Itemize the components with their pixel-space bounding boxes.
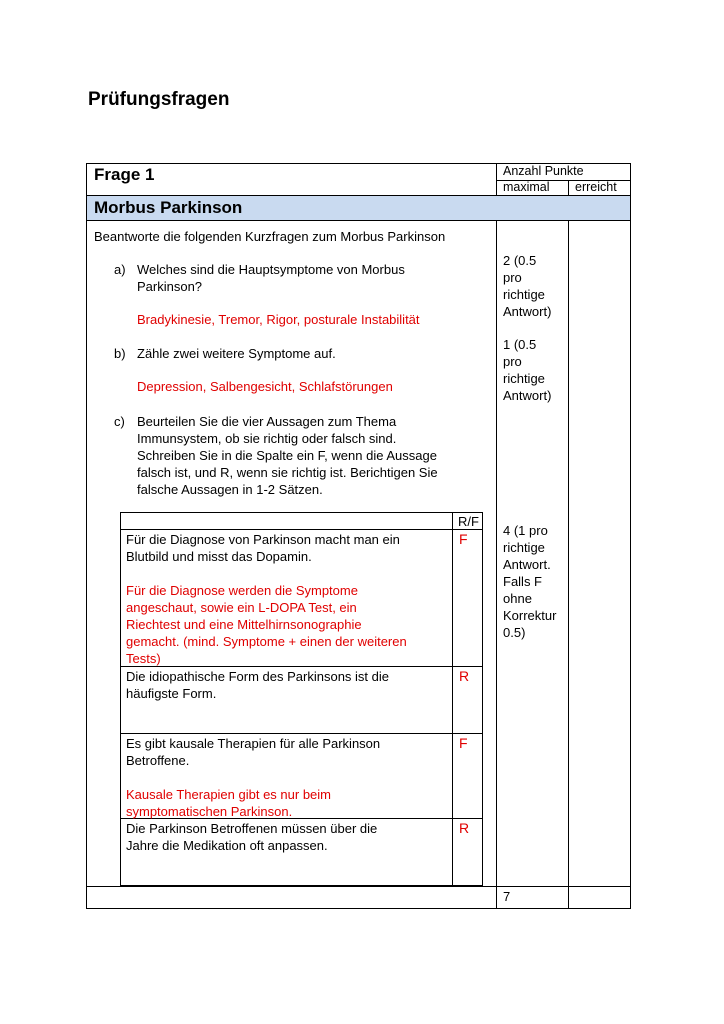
- points-c-1: 4 (1 pro: [503, 523, 548, 538]
- subquestion-b-text: Zähle zwei weitere Symptome auf.: [137, 346, 336, 361]
- points-c-5: ohne: [503, 591, 532, 606]
- subquestion-a-text: Welches sind die Hauptsymptome von Morbus: [137, 262, 405, 277]
- statement-3-text: Es gibt kausale Therapien für alle Parkinson: [126, 736, 381, 751]
- topic-title: Morbus Parkinson: [94, 198, 243, 217]
- subquestion-c-text-2: Immunsystem, ob sie richtig oder falsch sind.: [137, 431, 397, 446]
- points-b-3: richtige: [503, 371, 545, 386]
- points-a-2: pro: [503, 270, 522, 285]
- rf-column-header: R/F: [458, 514, 479, 529]
- statement-1-text: Für die Diagnose von Parkinson macht man ein: [126, 532, 400, 547]
- points-b-2: pro: [503, 354, 522, 369]
- statement-4-verdict: R: [459, 820, 470, 836]
- inner-rf-divider: [452, 512, 453, 886]
- statement-2-text: Die idiopathische Form des Parkinsons ist die: [126, 669, 390, 684]
- statement-3-verdict: F: [459, 735, 468, 751]
- statement-1-correction-4: gemacht. (mind. Symptome + einen der weiteren: [126, 634, 407, 649]
- inner-border-right: [482, 512, 483, 886]
- points-max-header: maximal: [503, 180, 550, 194]
- statement-1-verdict: F: [459, 531, 468, 547]
- statement-2-verdict: R: [459, 668, 470, 684]
- subquestion-c-text-5: falsche Aussagen in 1-2 Sätzen.: [137, 482, 323, 497]
- topic-bottom-line: [86, 220, 631, 221]
- points-a-3: richtige: [503, 287, 545, 302]
- points-b-4: Antwort): [503, 388, 552, 403]
- points-b-1: 1 (0.5: [503, 337, 537, 352]
- statement-1-correction-2: angeschaut, sowie ein L-DOPA Test, ein: [126, 600, 357, 615]
- subquestion-a-answer: Bradykinesie, Tremor, Rigor, posturale Instabilität: [137, 312, 420, 327]
- points-c-2: richtige: [503, 540, 545, 555]
- total-points: 7: [503, 889, 511, 904]
- subquestion-c-text-1: Beurteilen Sie die vier Aussagen zum Thema: [137, 414, 397, 429]
- table-border-left: [86, 163, 87, 909]
- statement-2-text-2: häufigste Form.: [126, 686, 217, 701]
- page-title: Prüfungsfragen: [88, 89, 230, 110]
- statement-3-correction-1: Kausale Therapien gibt es nur beim: [126, 787, 331, 802]
- points-a-4: Antwort): [503, 304, 552, 319]
- points-col-divider: [496, 163, 497, 909]
- subquestion-c-text-3: Schreiben Sie in die Spalte ein F, wenn die Aussage: [137, 448, 437, 463]
- points-c-6: Korrektur: [503, 608, 557, 623]
- inner-border-left: [120, 512, 121, 886]
- statement-1-correction-1: Für die Diagnose werden die Symptome: [126, 583, 358, 598]
- table-border-right: [630, 163, 631, 909]
- subquestion-c-text-4: falsch ist, und R, wenn sie richtig ist. Berichtigen Sie: [137, 465, 438, 480]
- total-top-line: [86, 886, 631, 887]
- points-c-4: Falls F: [503, 574, 542, 589]
- reached-col-divider: [568, 180, 569, 909]
- subquestion-b-answer: Depression, Salbengesicht, Schlafstörungen: [137, 379, 393, 394]
- inner-row-2-top: [120, 666, 483, 667]
- table-border-bottom: [86, 908, 631, 909]
- statement-1-correction-3: Riechtest und eine Mittelhirnsonographie: [126, 617, 362, 632]
- points-c-7: 0.5): [503, 625, 526, 640]
- statement-4-text: Die Parkinson Betroffenen müssen über die: [126, 821, 378, 836]
- inner-border-top: [120, 512, 483, 513]
- inner-row-1-top: [120, 529, 483, 530]
- subquestion-b-marker: b): [114, 346, 126, 361]
- question-label: Frage 1: [94, 165, 155, 184]
- subquestion-a-text-2: Parkinson?: [137, 279, 203, 294]
- inner-row-3-top: [120, 733, 483, 734]
- points-c-3: Antwort.: [503, 557, 551, 572]
- subquestion-c-marker: c): [114, 414, 125, 429]
- points-reached-header: erreicht: [575, 180, 617, 194]
- statement-1-text-2: Blutbild und misst das Dopamin.: [126, 549, 312, 564]
- statement-3-correction-2: symptomatischen Parkinson.: [126, 804, 293, 819]
- statement-3-text-2: Betroffene.: [126, 753, 190, 768]
- subquestion-a-marker: a): [114, 262, 126, 277]
- statement-4-text-2: Jahre die Medikation oft anpassen.: [126, 838, 328, 853]
- points-a-1: 2 (0.5: [503, 253, 537, 268]
- question-intro: Beantworte die folgenden Kurzfragen zum Morbus Parkinson: [94, 229, 446, 244]
- statement-1-correction-5: Tests): [126, 651, 161, 666]
- points-header: Anzahl Punkte: [503, 164, 584, 178]
- inner-border-bottom: [120, 885, 483, 886]
